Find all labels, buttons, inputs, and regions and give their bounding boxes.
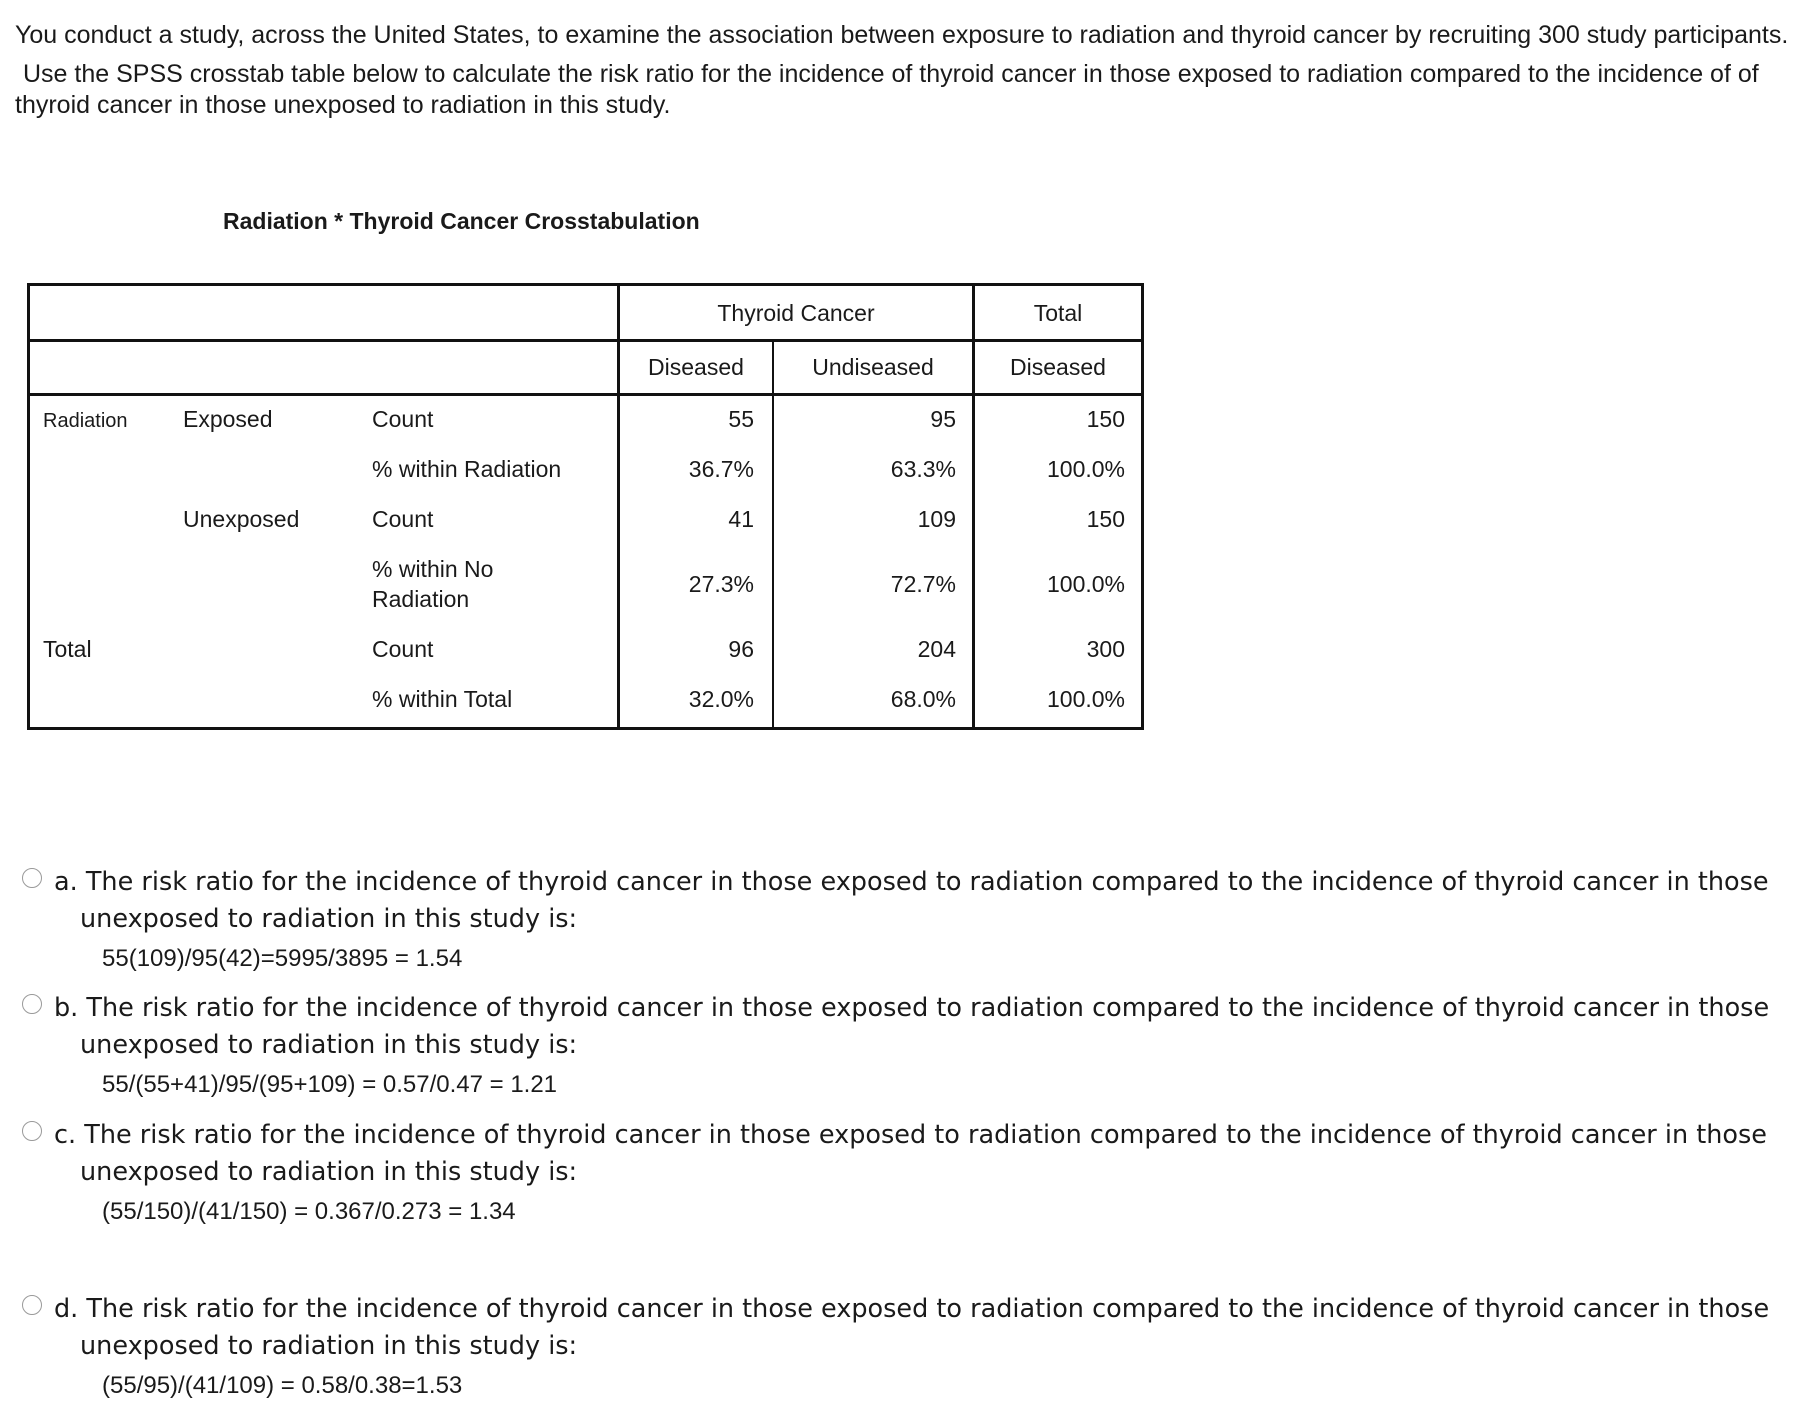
intro-paragraph-2-text: Use the SPSS crosstab table below to calculate the risk ratio for the incidence of thyroid cancer in those exposed to radiation compared to the incidence of of thyroid cancer in those unexposed to radiation in this study. [15,60,1759,119]
stat-label: Radiation [372,586,470,612]
radio-button-c[interactable] [22,1121,42,1141]
stat-label: % within No [372,556,494,582]
option-c-formula: (55/150)/(41/150) = 0.367/0.273 = 1.34 [102,1198,516,1225]
intro-paragraph-1: You conduct a study, across the United States, to examine the association between exposure to radiation and thyroid cancer by recruiting 300 study participants. [15,21,1789,49]
cell-total-diseased-count: 96 [728,636,754,662]
option-d-letter: d. [54,1294,79,1324]
cell-unexposed-undiseased-pct: 72.7% [890,571,956,597]
crosstab-table [27,283,1144,730]
option-a-formula: 55(109)/95(42)=5995/3895 = 1.54 [102,945,463,972]
cell-exposed-undiseased-count: 95 [930,406,956,432]
cell-total-total-pct: 100.0% [1046,686,1125,712]
radio-button-b[interactable] [22,994,42,1014]
option-c-letter: c. [54,1120,77,1150]
radio-button-d[interactable] [22,1295,42,1315]
cell-unexposed-undiseased-count: 109 [917,506,956,532]
option-d-line1: The risk ratio for the incidence of thyroid cancer in those exposed to radiation compared to the incidence of thyroid cancer in those [86,1294,1770,1324]
stat-label: % within Radiation [372,456,562,482]
cell-unexposed-total-count: 150 [1086,506,1125,532]
option-a-text [54,864,1774,938]
option-d[interactable] [22,1291,1792,1411]
stat-label: Count [372,636,434,662]
cell-exposed-undiseased-pct: 63.3% [890,456,956,482]
cell-total-undiseased-pct: 68.0% [890,686,956,712]
cell-exposed-diseased-count: 55 [728,406,754,432]
option-a-line1: The risk ratio for the incidence of thyroid cancer in those exposed to radiation compared to the incidence of thyroid cancer in those [85,867,1769,897]
intro-paragraph-2 [15,59,1795,121]
option-a[interactable] [22,864,1792,984]
header-thyroid-cancer: Thyroid Cancer [717,300,875,326]
table-divider-horizontal [30,393,1141,396]
stat-label: Count [372,506,434,532]
header-total: Total [1033,300,1083,326]
cell-total-undiseased-count: 204 [917,636,956,662]
row-group-total: Total [43,636,92,662]
cell-total-total-count: 300 [1086,636,1125,662]
stat-label: % within Total [372,686,513,712]
option-b-formula: 55/(55+41)/95/(95+109) = 0.57/0.47 = 1.21 [102,1071,558,1098]
header-undiseased: Undiseased [812,354,934,380]
table-divider-horizontal [30,339,1141,342]
radio-button-a[interactable] [22,868,42,888]
option-b[interactable] [22,990,1792,1110]
cell-unexposed-diseased-pct: 27.3% [688,571,754,597]
question-intro [15,20,1795,121]
cell-unexposed-diseased-count: 41 [728,506,754,532]
option-a-line2: unexposed to radiation in this study is: [80,904,578,934]
cell-unexposed-total-pct: 100.0% [1046,571,1125,597]
table-divider-thin [772,342,774,727]
option-a-letter: a. [54,867,78,897]
option-b-text [54,990,1774,1064]
option-c[interactable] [22,1117,1792,1237]
cell-total-diseased-pct: 32.0% [688,686,754,712]
cell-exposed-total-pct: 100.0% [1046,456,1125,482]
option-b-letter: b. [54,993,79,1023]
option-d-text [54,1291,1774,1365]
header-diseased: Diseased [648,354,744,380]
cell-exposed-total-count: 150 [1086,406,1125,432]
cell-exposed-diseased-pct: 36.7% [688,456,754,482]
stat-label: Count [372,406,434,432]
row-label-unexposed: Unexposed [183,506,300,532]
option-c-line1: The risk ratio for the incidence of thyroid cancer in those exposed to radiation compared to the incidence of thyroid cancer in those [84,1120,1767,1150]
option-d-line2: unexposed to radiation in this study is: [80,1331,578,1361]
option-d-formula: (55/95)/(41/109) = 0.58/0.38=1.53 [102,1372,463,1399]
option-b-line1: The risk ratio for the incidence of thyroid cancer in those exposed to radiation compared to the incidence of thyroid cancer in those [86,993,1770,1023]
option-c-line2: unexposed to radiation in this study is: [80,1157,578,1187]
header-total-diseased: Diseased [1010,354,1106,380]
row-label-exposed: Exposed [183,406,273,432]
row-group-radiation: Radiation [43,410,128,432]
option-b-line2: unexposed to radiation in this study is: [80,1030,578,1060]
crosstab-title: Radiation * Thyroid Cancer Crosstabulation [223,208,700,234]
option-c-text [54,1117,1774,1191]
